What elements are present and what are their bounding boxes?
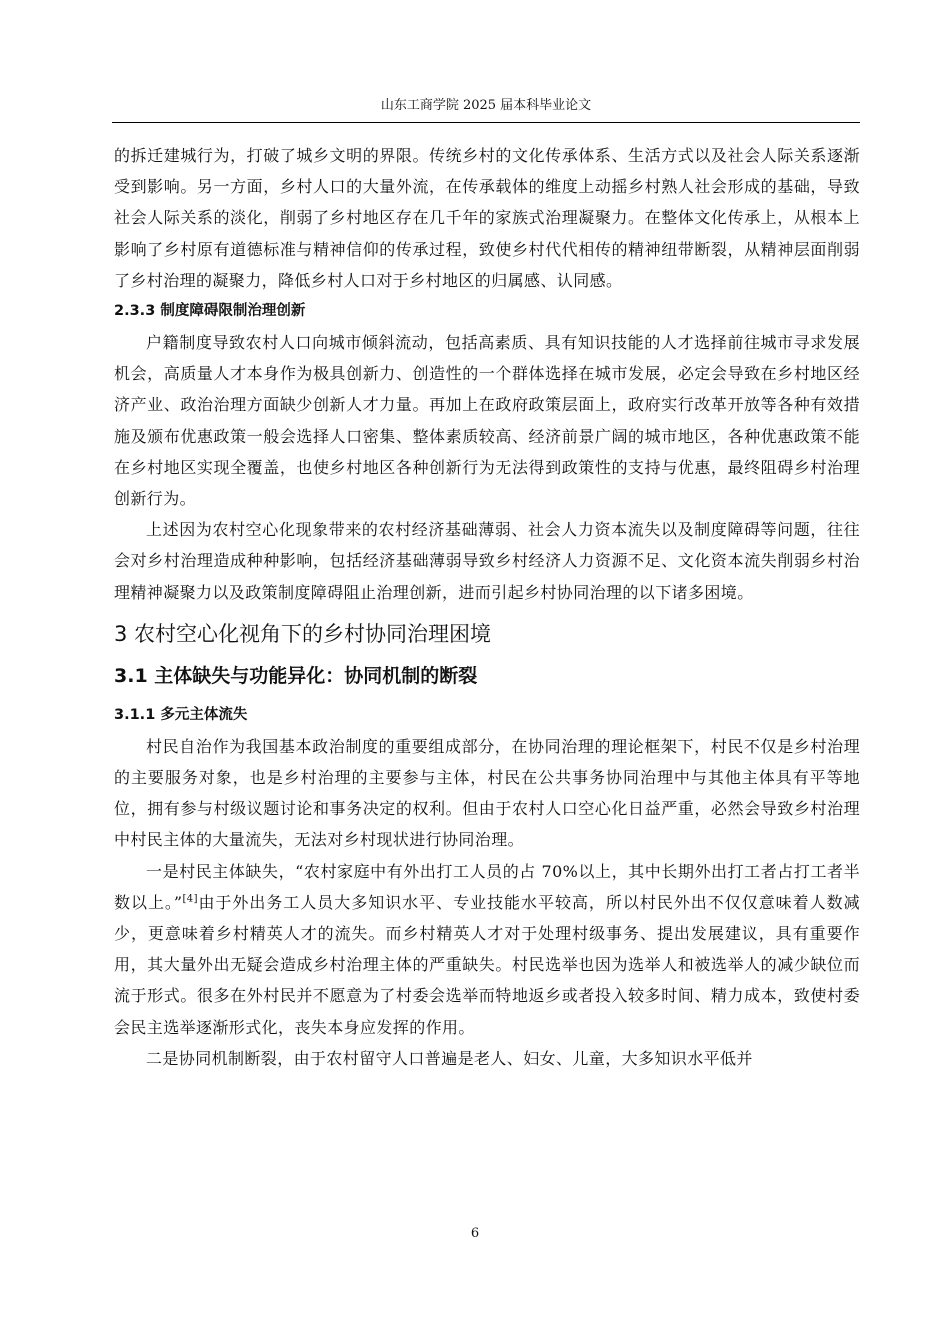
section-heading-3-1: 3.1 主体缺失与功能异化：协同机制的断裂: [114, 664, 478, 687]
page-header: 山东工商学院 2025 届本科毕业论文: [112, 96, 860, 123]
citation-reference[interactable]: [4]: [182, 893, 198, 905]
paper-body: [114, 140, 860, 1074]
paragraph-summary: 上述因为农村空心化现象带来的农村经济基础薄弱、社会人力资本流失以及制度障碍等问题，往往会对乡村治理造成种种影响，包括经济基础薄弱导致乡村经济人力资源不足、文化资本流失削弱乡村治理精神凝聚力以及政策制度障碍阻止治理创新，进而引起乡村协同治理的以下诸多困境。: [114, 520, 860, 602]
subsection-heading-3-1-1: 3.1.1 多元主体流失: [114, 706, 248, 723]
paragraph-villager-autonomy: 村民自治作为我国基本政治制度的重要组成部分，在协同治理的理论框架下，村民不仅是乡村治理的主要服务对象，也是乡村治理的主要参与主体，村民在公共事务协同治理中与其他主体具有平等地位，拥有参与村级议题讨论和事务决定的权利。但由于农村人口空心化日益严重，必然会导致乡村治理中村民主体的大量流失，无法对乡村现状进行协同治理。: [114, 736, 860, 850]
paragraph-continued: 的拆迁建城行为，打破了城乡文明的界限。传统乡村的文化传承体系、生活方式以及社会人际关系逐渐受到影响。另一方面，乡村人口的大量外流，在传承载体的维度上动摇乡村熟人社会形成的基础，导致社会人际关系的淡化，削弱了乡村地区存在几千年的家族式治理凝聚力。在整体文化传承上，从根本上影响了乡村原有道德标准与精神信仰的传承过程，致使乡村代代相传的精神纽带断裂，从精神层面削弱了乡村治理的凝聚力，降低乡村人口对于乡村地区的归属感、认同感。: [114, 146, 860, 290]
paragraph-subject-missing-part2: 由于外出务工人员大多知识水平、专业技能水平较高，所以村民外出不仅仅意味着人数减少，更意味着乡村精英人才的流失。而乡村精英人才对于处理村级事务、提出发展建议，具有重要作用，其大量外出无疑会造成乡村治理主体的严重缺失。村民选举也因为选举人和被选举人的减少缺位而流于形式。很多在外村民并不愿意为了村委会选举而特地返乡或者投入较多时间、精力成本，致使村委会民主选举逐渐形式化，丧失本身应发挥的作用。: [114, 892, 860, 1037]
paragraph-mechanism-break: 二是协同机制断裂，由于农村留守人口普遍是老人、妇女、儿童，大多知识水平低并: [146, 1048, 753, 1068]
paragraph-institutional-barriers: 户籍制度导致农村人口向城市倾斜流动，包括高素质、具有知识技能的人才选择前往城市寻求发展机会，高质量人才本身作为极具创新力、创造性的一个群体选择在城市发展，必定会导致在乡村地区经济产业、政治治理方面缺少创新人才力量。再加上在政府政策层面上，政府实行改革开放等各种有效措施及颁布优惠政策一般会选择人口密集、整体素质较高、经济前景广阔的城市地区，各种优惠政策不能在乡村地区实现全覆盖，也使乡村地区各种创新行为无法得到政策性的支持与优惠，最终阻碍乡村治理创新行为。: [114, 333, 860, 509]
paragraph-subject-missing-part1: 一是村民主体缺失，“农村家庭中有外出打工人员的占 70%以上，其中长期外出打工者占打工者半数以上。”: [114, 861, 860, 912]
paragraph-subject-missing: [114, 856, 860, 1043]
page-number: 6: [470, 1226, 480, 1241]
subsection-heading-2-3-3: 2.3.3 制度障碍限制治理创新: [114, 303, 306, 320]
chapter-heading-3: 3 农村空心化视角下的乡村协同治理困境: [114, 621, 492, 646]
